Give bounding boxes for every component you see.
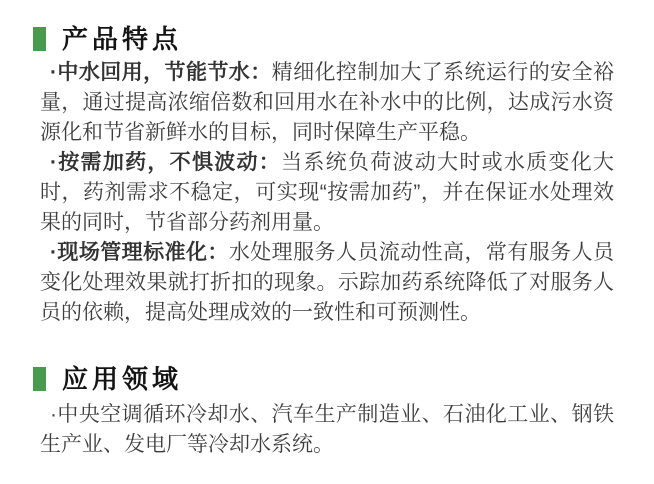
- feature-paragraph-on-demand-dosing: [40, 148, 614, 238]
- section-application-areas: [0, 366, 654, 460]
- feature-text-water-reuse: 精细化控制加大了系统运行的安全裕量，通过提高浓缩倍数和回用水在补水中的比例，达成污水资源化和节省新鲜水的目标，同时保障生产平稳。: [40, 61, 615, 144]
- applications-text: ·中央空调循环冷却水、汽车生产制造业、石油化工业、钢铁生产业、发电厂等冷却水系统。: [40, 403, 614, 456]
- features-heading-row: [33, 26, 654, 52]
- feature-paragraph-site-management: [40, 238, 614, 328]
- applications-section-title: 应用领域: [62, 364, 183, 394]
- feature-text-on-demand-dosing: 当系统负荷波动大时或水质变化大时，药剂需求不稳定，可实现“按需加药”，并在保证水处理效果的同时，节省部分药剂用量。: [40, 151, 614, 234]
- feature-lead-water-reuse: ·中水回用，节能节水：: [50, 61, 272, 84]
- applications-body: [40, 400, 614, 460]
- feature-lead-site-management: ·现场管理标准化：: [50, 241, 229, 264]
- features-section-title: 产品特点: [62, 24, 183, 54]
- feature-text-site-management: 水处理服务人员流动性高，常有服务人员变化处理效果就打折扣的现象。示踪加药系统降低了对服务人员的依赖，提高处理成效的一致性和可预测性。: [40, 241, 615, 324]
- feature-lead-on-demand-dosing: ·按需加药，不惧波动：: [50, 151, 282, 174]
- feature-paragraph-water-reuse: [40, 58, 614, 148]
- features-body: [40, 58, 614, 328]
- section-product-features: [0, 26, 654, 328]
- applications-paragraph: [40, 400, 614, 460]
- heading-accent-bar: [33, 367, 46, 391]
- applications-heading-row: [33, 366, 654, 392]
- heading-accent-bar: [33, 27, 46, 51]
